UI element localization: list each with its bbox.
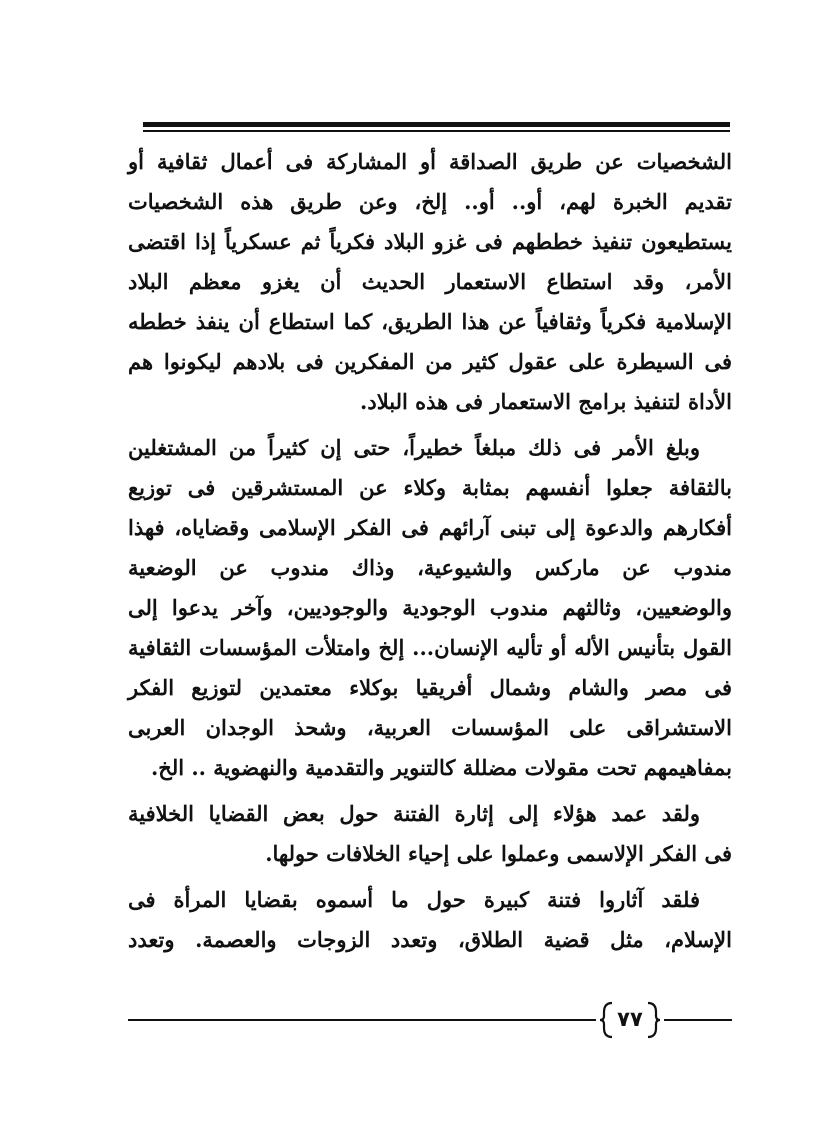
text-line: فى الفكر الإلاسمى وعملوا على إحياء الخلافات حولها. [265,841,732,866]
text-line: الأمر، وقد استطاع الاستعمار الحديث أن يغزو معظم البلاد [128,269,732,294]
paragraph-4 [128,880,732,960]
text-line: مندوب عن ماركس والشيوعية، وذاك مندوب عن الوضعية [128,555,732,580]
text-line: القول بتأنيس الأله أو تأليه الإنسان... إلخ وامتلأت المؤسسات الثقافية [128,635,732,660]
text-line-content: وبلغ الأمر فى ذلك مبلغاً خطيراً، حتى إن كثيراً من المشتغلين [128,435,700,460]
header-rule-thick [143,122,730,127]
text-line: الإسلامية فكرياً وثقافياً عن هذا الطريق، كما استطاع أن ينفذ خططه [128,309,732,334]
text-line: أفكارهم والدعوة إلى تبنى آرائهم فى الفكر الإسلامى وقضاياه، فهذا [128,515,732,540]
text-line: الاستشراقى على المؤسسات العربية، وشحذ الوجدان العربى [128,715,732,740]
text-line [128,794,732,834]
text-line-content: ولقد عمد هؤلاء إلى إثارة الفتنة حول بعض القضايا الخلافية [128,801,700,826]
text-line: بالثقافة جعلوا أنفسهم بمثابة وكلاء عن المستشرقين فى توزيع [128,475,732,500]
paragraph-2 [128,428,732,788]
paragraph-3 [128,794,732,874]
text-line: فى السيطرة على عقول كثير من المفكرين فى بلادهم ليكونوا هم [128,349,732,374]
footer-rule-left [128,1019,596,1021]
header-rule-thin [143,130,730,132]
text-line-content: فلقد آثاروا فتنة كبيرة حول ما أسموه بقضايا المرأة فى [128,887,700,912]
page-footer [128,998,732,1042]
text-line: تقديم الخبرة لهم، أو.. أو.. إلخ، وعن طريق هذه الشخصيات [128,189,732,214]
paragraph-1 [128,142,732,422]
page-number: ٧٧ [617,1007,643,1031]
text-line [128,428,732,468]
footer-rule-right [664,1019,732,1021]
text-line: بمفاهيمهم تحت مقولات مضللة كالتنوير والتقدمية والنهضوية .. الخ. [150,755,732,780]
text-line [128,880,732,920]
text-line: والوضعيين، وثالثهم مندوب الوجودية والوجوديين، وآخر يدعوا إلى [128,595,732,620]
text-line: الإسلام، مثل قضية الطلاق، وتعدد الزوجات والعصمة. وتعدد [128,927,732,952]
page-number-badge [598,1000,662,1040]
text-line: الشخصيات عن طريق الصداقة أو المشاركة فى أعمال ثقافية أو [128,149,732,174]
text-line: فى مصر والشام وشمال أفريقيا بوكلاء معتمدين لتوزيع الفكر [128,675,732,700]
body-text [128,142,732,960]
text-line: يستطيعون تنفيذ خططهم فى غزو البلاد فكرياً ثم عسكرياً إذا اقتضى [128,229,732,254]
text-line: الأداة لتنفيذ برامج الاستعمار فى هذه البلاد. [360,389,732,414]
